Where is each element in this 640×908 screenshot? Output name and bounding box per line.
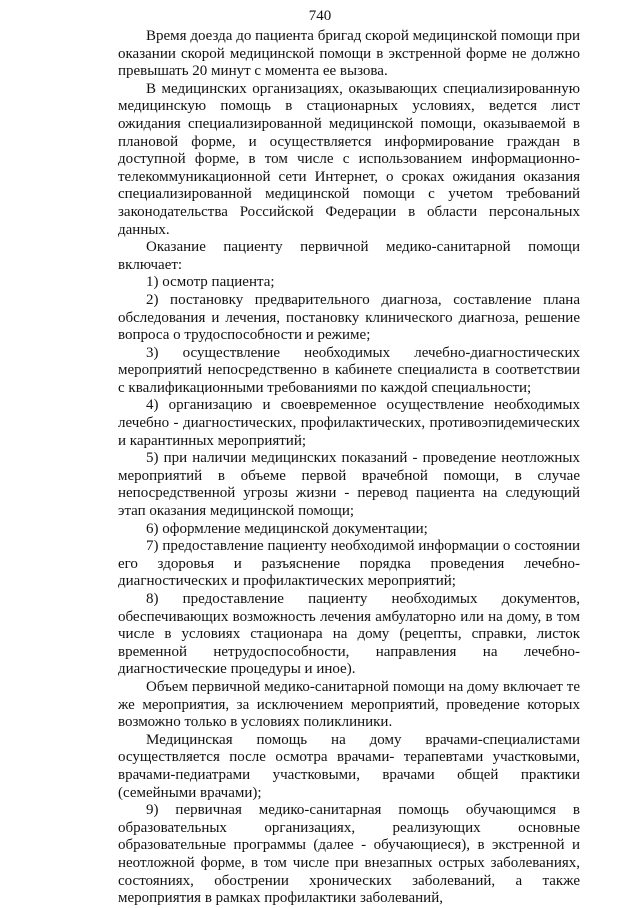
paragraph-home-care-specialists: Медицинская помощь на дому врачами-специалистами осуществляется после осмотра врачами- терапевтами участковыми, врачами-педиатрами участковыми, врачами общей практики (семейными врачами); <box>118 731 580 801</box>
document-body <box>118 28 580 908</box>
list-item-2: 2) постановку предварительного диагноза, составление плана обследования и лечения, постановку клинического диагноза, решение вопроса о трудоспособности и режиме; <box>118 291 580 344</box>
list-item-4: 4) организацию и своевременное осуществление необходимых лечебно - диагностических, профилактических, противоэпидемических и карантинных мероприятий; <box>118 397 580 449</box>
list-item-8: 8) предоставление пациенту необходимых документов, обеспечивающих возможность лечения амбулаторно или на дому, в том числе в условиях стационара на дому (рецепты, справки, листок временной нетрудоспособности, направления на лечебно-диагностические процедуры и иное). <box>118 591 580 678</box>
paragraph-primary-care-intro: Оказание пациенту первичной медико-санитарной помощи включает: <box>118 239 580 273</box>
paragraph-home-care-scope: Объем первичной медико-санитарной помощи на дому включает те же мероприятия, за исключением мероприятий, проведение которых возможно только в условиях поликлиники. <box>118 678 580 731</box>
paragraph-waiting-list: В медицинских организациях, оказывающих специализированную медицинскую помощь в стационарных условиях, ведется лист ожидания специализированной медицинской помощи, оказываемой в плановой форме, и осуществляется информирование граждан в доступной форме, в том числе с использованием информационно-телекоммуникационной сети Интернет, о сроках ожидания оказания специализированной медицинской помощи с учетом требований законодательства Российской Федерации в области персональных данных. <box>118 80 580 238</box>
list-item-9: 9) первичная медико-санитарная помощь обучающимся в образовательных организациях, реализующих основные образовательные программы (далее - обучающиеся), в экстренной и неотложной форме, в том числе при внезапных острых заболеваниях, состояниях, обострении хронических заболеваний, а также мероприятия в рамках профилактики заболеваний, <box>118 802 580 907</box>
paragraph-response-time: Время доезда до пациента бригад скорой медицинской помощи при оказании скорой медицинской помощи в экстренной форме не должно превышать 20 минут с момента ее вызова. <box>118 28 580 80</box>
list-item-1: 1) осмотр пациента; <box>146 274 275 291</box>
list-item-7: 7) предоставление пациенту необходимой информации о состоянии его здоровья и разъяснение порядка проведения лечебно-диагностических и профилактических мероприятий; <box>118 538 580 590</box>
page-number: 740 <box>308 8 332 24</box>
list-item-6: 6) оформление медицинской документации; <box>146 520 428 537</box>
list-item-3: 3) осуществление необходимых лечебно-диагностических мероприятий непосредственно в кабинете специалиста в соответствии с квалификационными требованиями по каждой специальности; <box>118 344 580 396</box>
list-item-5: 5) при наличии медицинских показаний - проведение неотложных мероприятий в объеме первой врачебной помощи, в случае непосредственной угрозы жизни - перевод пациента на следующий этап оказания медицинской помощи; <box>118 450 580 520</box>
